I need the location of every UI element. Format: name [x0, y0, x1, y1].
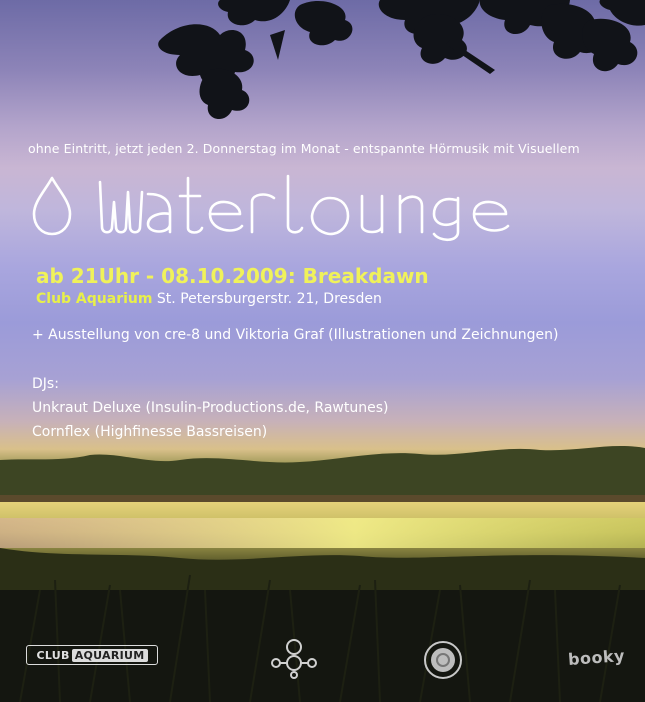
oak-leaves-silhouette: [150, 0, 645, 130]
exhibition-text: + Ausstellung von cre-8 und Viktoria Graf (Illustrationen und Zeichnungen): [32, 327, 559, 343]
waterlounge-logo: [30, 172, 610, 242]
figure-logo-icon: [270, 637, 318, 679]
circle-logo-icon: [423, 640, 463, 680]
club-aquarium-logo: [26, 645, 158, 665]
booky-logo: booky: [567, 646, 626, 669]
dj-item: Cornflex (Highfinesse Bassreisen): [32, 424, 268, 440]
venue-line: [36, 291, 382, 307]
club-aquarium-logo-part1: CLUB: [36, 648, 70, 662]
event-headline: ab 21Uhr - 08.10.2009: Breakdawn: [36, 264, 429, 288]
djs-heading: DJs:: [32, 376, 59, 392]
club-aquarium-logo-part2: AQUARIUM: [72, 649, 148, 662]
dj-item: Unkraut Deluxe (Insulin-Productions.de, Rawtunes): [32, 400, 389, 416]
venue-name: Club Aquarium: [36, 291, 153, 307]
venue-address: St. Petersburgerstr. 21, Dresden: [156, 291, 382, 307]
tagline-text: ohne Eintritt, jetzt jeden 2. Donnerstag im Monat - entspannte Hörmusik mit Visuellem: [28, 141, 580, 156]
